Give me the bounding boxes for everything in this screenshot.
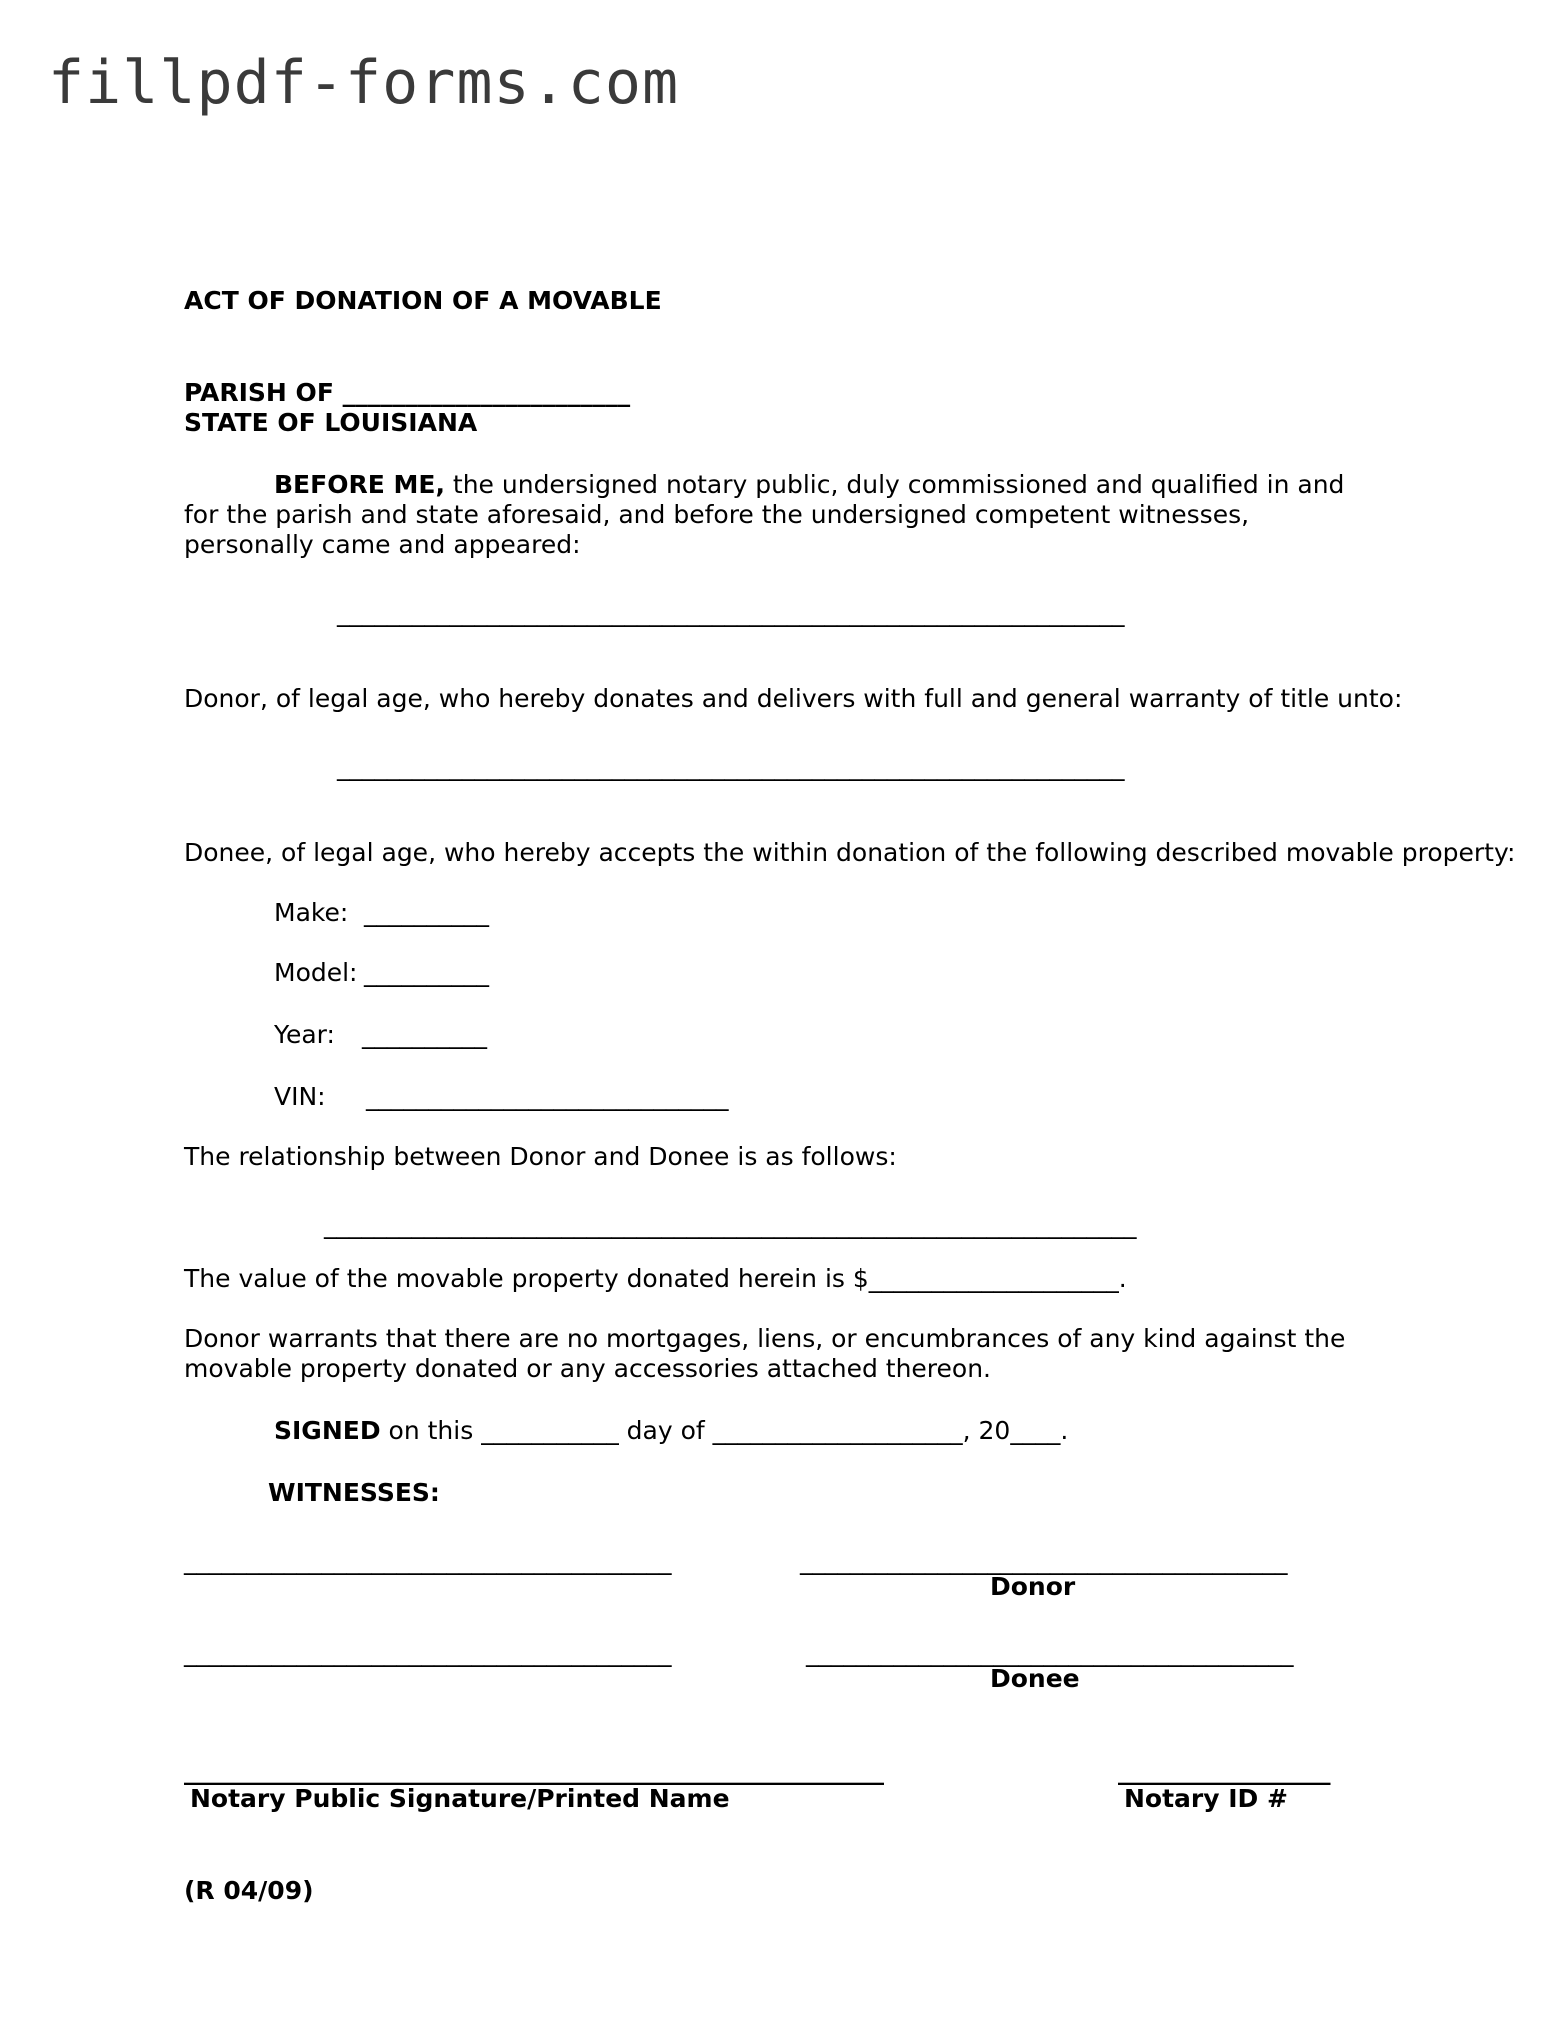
vin-label: VIN: — [274, 1082, 326, 1111]
notary-id-label: Notary ID # — [1124, 1784, 1288, 1813]
before-me-paragraph — [184, 470, 1384, 560]
signed-lead: SIGNED — [274, 1416, 381, 1445]
witness-2-signature-field[interactable]: _______________________________________ — [184, 1638, 672, 1667]
before-me-lead: BEFORE ME, — [274, 470, 445, 499]
donor-clause: Donor, of legal age, who hereby donates and delivers with full and general warranty of title unto: — [184, 684, 1403, 713]
donee-signature-label: Donee — [990, 1664, 1080, 1693]
relationship-text: The relationship between Donor and Donee is as follows: — [184, 1142, 897, 1171]
revision-code: (R 04/09) — [184, 1876, 314, 1905]
donee-name-field[interactable]: _______________________________________________________________ — [337, 752, 1125, 781]
donee-signature-field[interactable]: _______________________________________ — [806, 1638, 1294, 1667]
notary-signature-field[interactable]: ________________________________________________________ — [184, 1756, 884, 1785]
signed-line[interactable] — [274, 1416, 1068, 1446]
state-line: STATE OF LOUISIANA — [184, 408, 478, 437]
model-field[interactable]: __________ — [364, 958, 489, 987]
donor-signature-label: Donor — [990, 1572, 1076, 1601]
donee-clause: Donee, of legal age, who hereby accepts the within donation of the following described movable property: — [184, 838, 1516, 867]
donor-name-field[interactable]: _______________________________________________________________ — [337, 598, 1125, 627]
model-label: Model: — [274, 958, 358, 987]
notary-id-field[interactable]: _________________ — [1118, 1756, 1331, 1785]
make-field[interactable]: __________ — [364, 898, 489, 927]
donor-signature-field[interactable]: _______________________________________ — [800, 1546, 1288, 1575]
year-field[interactable]: __________ — [362, 1020, 487, 1049]
watermark-logo: fillpdf-forms.com — [48, 48, 680, 118]
parish-line[interactable]: PARISH OF _______________________ — [184, 378, 631, 407]
vin-field[interactable]: _____________________________ — [366, 1082, 729, 1111]
witness-1-signature-field[interactable]: _______________________________________ — [184, 1546, 672, 1575]
warranty-paragraph: Donor warrants that there are no mortgages, liens, or encumbrances of any kind against the movable property donated or any accessories attached thereon. — [184, 1324, 1346, 1383]
value-text[interactable]: The value of the movable property donated herein is $____________________. — [184, 1264, 1127, 1293]
before-me-text: the undersigned notary public, duly commissioned and qualified in and for the parish and state aforesaid, and before the undersigned competent witnesses, personally came and appeared: — [184, 470, 1345, 559]
relationship-field[interactable]: _________________________________________________________________ — [324, 1210, 1137, 1239]
signed-text: on this ___________ day of ____________________, 20____. — [380, 1416, 1069, 1445]
year-label: Year: — [274, 1020, 335, 1049]
notary-signature-label: Notary Public Signature/Printed Name — [190, 1784, 730, 1813]
document-title: ACT OF DONATION OF A MOVABLE — [184, 286, 662, 315]
witnesses-label: WITNESSES: — [268, 1478, 440, 1507]
make-label: Make: — [274, 898, 349, 927]
